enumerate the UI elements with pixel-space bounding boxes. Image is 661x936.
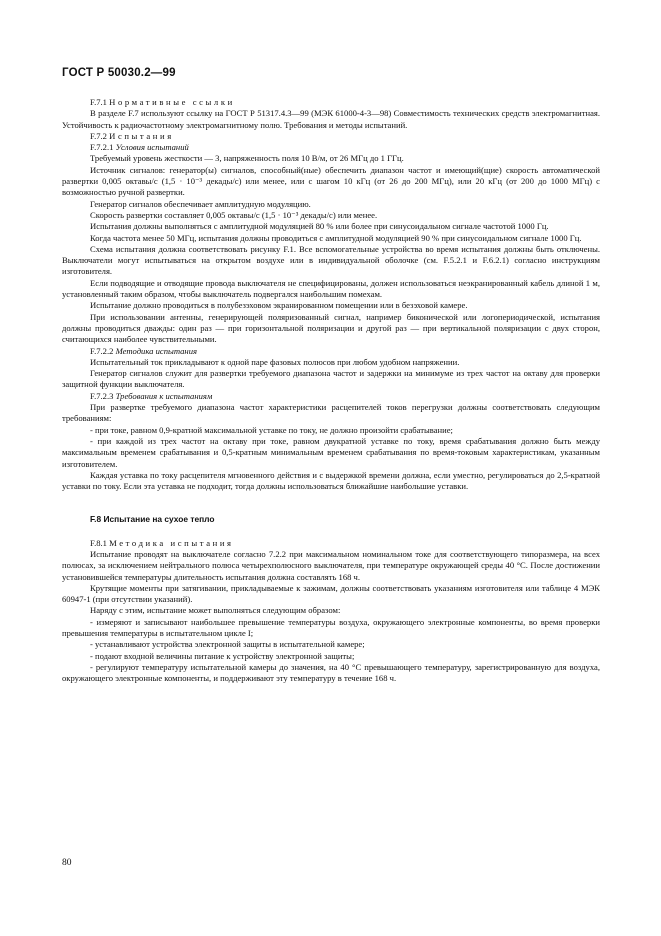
paragraph: Испытания должны выполняться с амплитудной модуляцией 80 % или более при синусоидальном сигнале частотой 1000 Гц. <box>90 221 549 232</box>
clause-heading: F.8.1 Методика испытания <box>90 537 234 548</box>
subclause-heading: F.7.2.3 Требования к испытаниям <box>90 390 213 401</box>
paragraph: В разделе F.7 используют ссылку на ГОСТ Р 51317.4.3—99 (МЭК 61000-4-3—98) Совместимость технических средств электромагнитная. Устойчивость к радиочастотному электромагнитному полю. Требования и методы испытаний. <box>62 108 600 130</box>
paragraph: Крутящие моменты при затягивании, прикладываемые к зажимам, должны соответствовать указаниям изготовителя или таблице 4 МЭК 60947-1 (при отсутствии указаний). <box>62 582 600 605</box>
list-item: - измеряют и записывают наибольшее превышение температуры воздуха, окружающего электронные компоненты, во время проверки превышения температуры в испытательном цикле I; <box>62 616 600 639</box>
paragraph: Каждая уставка по току расцепителя мгновенного действия и с выдержкой времени должна, если уместно, регулироваться до 2,5-кратной уставки по току. Если эта уставка не подходит, тогда должны использоваться ближайшие наибольшие уставки. <box>62 469 600 492</box>
clause-heading: F.7.1 Нормативные ссылки <box>90 97 235 107</box>
paragraph: Испытание должно проводиться в полубезэховом экранированном помещении или в безэховой камере. <box>90 300 468 311</box>
list-item: - при токе, равном 0,9-кратной максимальной уставке по току, не должно произойти срабатывание; <box>90 424 453 435</box>
paragraph: Испытание проводят на выключателе согласно 7.2.2 при максимальном номинальном токе для соответствующего типоразмера, на всех полюсах, за исключением нейтрального полюса четырехполюсного выключателя, при температуре окружающей среды 40 °C. После достижении установившейся температуры длительность испытания должна составлять 168 ч. <box>62 548 600 582</box>
subclause-heading: F.7.2.2 Методика испытания <box>90 345 197 356</box>
paragraph: Скорость развертки составляет 0,005 октавы/с (1,5 · 10⁻³ декады/с) или менее. <box>90 209 378 220</box>
paragraph: При развертке требуемого диапазона частот характеристики расцепителей токов перегрузки должны соответствовать следующим требованиям: <box>62 402 600 424</box>
subclause-heading: F.7.2.1 Условия испытаний <box>90 142 189 153</box>
paragraph: Требуемый уровень жесткости — 3, напряженность поля 10 В/м, от 26 МГц до 1 ГГц. <box>90 153 404 164</box>
section-heading: F.8 Испытание на сухое тепло <box>90 514 215 525</box>
paragraph: Если подводящие и отводящие провода выключателя не специфицированы, должен использоваться неэкранированный кабель длиной 1 м, установленный таким образом, чтобы выключатель подвергался наибольшим помехам. <box>62 277 600 300</box>
paragraph: Наряду с этим, испытание может выполняться следующим образом: <box>90 605 341 616</box>
document-body <box>62 97 600 685</box>
list-item: - при каждой из трех частот на октаву при токе, равном двукратной уставке по току, время срабатывания должно быть между максимальным временем срабатывания и 0,5-кратным минимальным временем срабатывания по время-токовым характеристикам, указанным изготовителем. <box>62 435 600 469</box>
paragraph: Источник сигналов: генератор(ы) сигналов, способный(ные) обеспечить диапазон частот и имеющий(щие) скорость автоматической развертки 0,005 октавы/с (1,5 · 10⁻³ декады/с) или менее, или с шагом 10 кГц (от 26 до 200 МГц), или 20 кГц (от 200 до 1000 МГц) с возможностью ручной развертки. <box>62 164 600 198</box>
paragraph: Генератор сигналов обеспечивает амплитудную модуляцию. <box>90 198 311 209</box>
list-item: - подают входной величины питание к устройству электронной защиты; <box>90 650 355 661</box>
paragraph: Когда частота менее 50 МГц, испытания должны проводиться с амплитудной модуляцией 90 % при синусоидальном сигнале 1000 Гц. <box>90 232 582 243</box>
paragraph: Схема испытания должна соответствовать рисунку F.1. Все вспомогательные устройства во время испытания должны быть отключены. Выключатели могут испытываться на открытом воздухе или в индивидуальной оболочке (см. F.5.2.1 и F.6.2.1) согласно инструкциям изготовителя. <box>62 243 600 277</box>
list-item: - устанавливают устройства электронной защиты в испытательной камере; <box>90 639 365 650</box>
clause-heading: F.7.2 Испытания <box>90 130 174 141</box>
page-header: ГОСТ Р 50030.2—99 <box>62 67 176 79</box>
paragraph: При использовании антенны, генерирующей поляризованный сигнал, например биконической или логопериодической, испытания должны проводиться дважды: один раз — при горизонтальной поляризации и другой раз — при вертикальной поляризации с двух сторон, считающихся наиболее чувствительными. <box>62 311 600 345</box>
paragraph: Генератор сигналов служит для развертки требуемого диапазона частот и задержки на минимуме из трех частот на октаву для проверки защитной функции выключателя. <box>62 368 600 390</box>
list-item: - регулируют температуру испытательной камеры до значения, на 40 °C превышающего температуру, зарегистрированную для воздуха, окружающего электронные компоненты, и поддерживают эту температуру в течение 168 ч. <box>62 661 600 684</box>
paragraph: Испытательный ток прикладывают к одной паре фазовых полюсов при любом удобном напряжении. <box>90 356 460 367</box>
page-number: 80 <box>62 858 72 868</box>
